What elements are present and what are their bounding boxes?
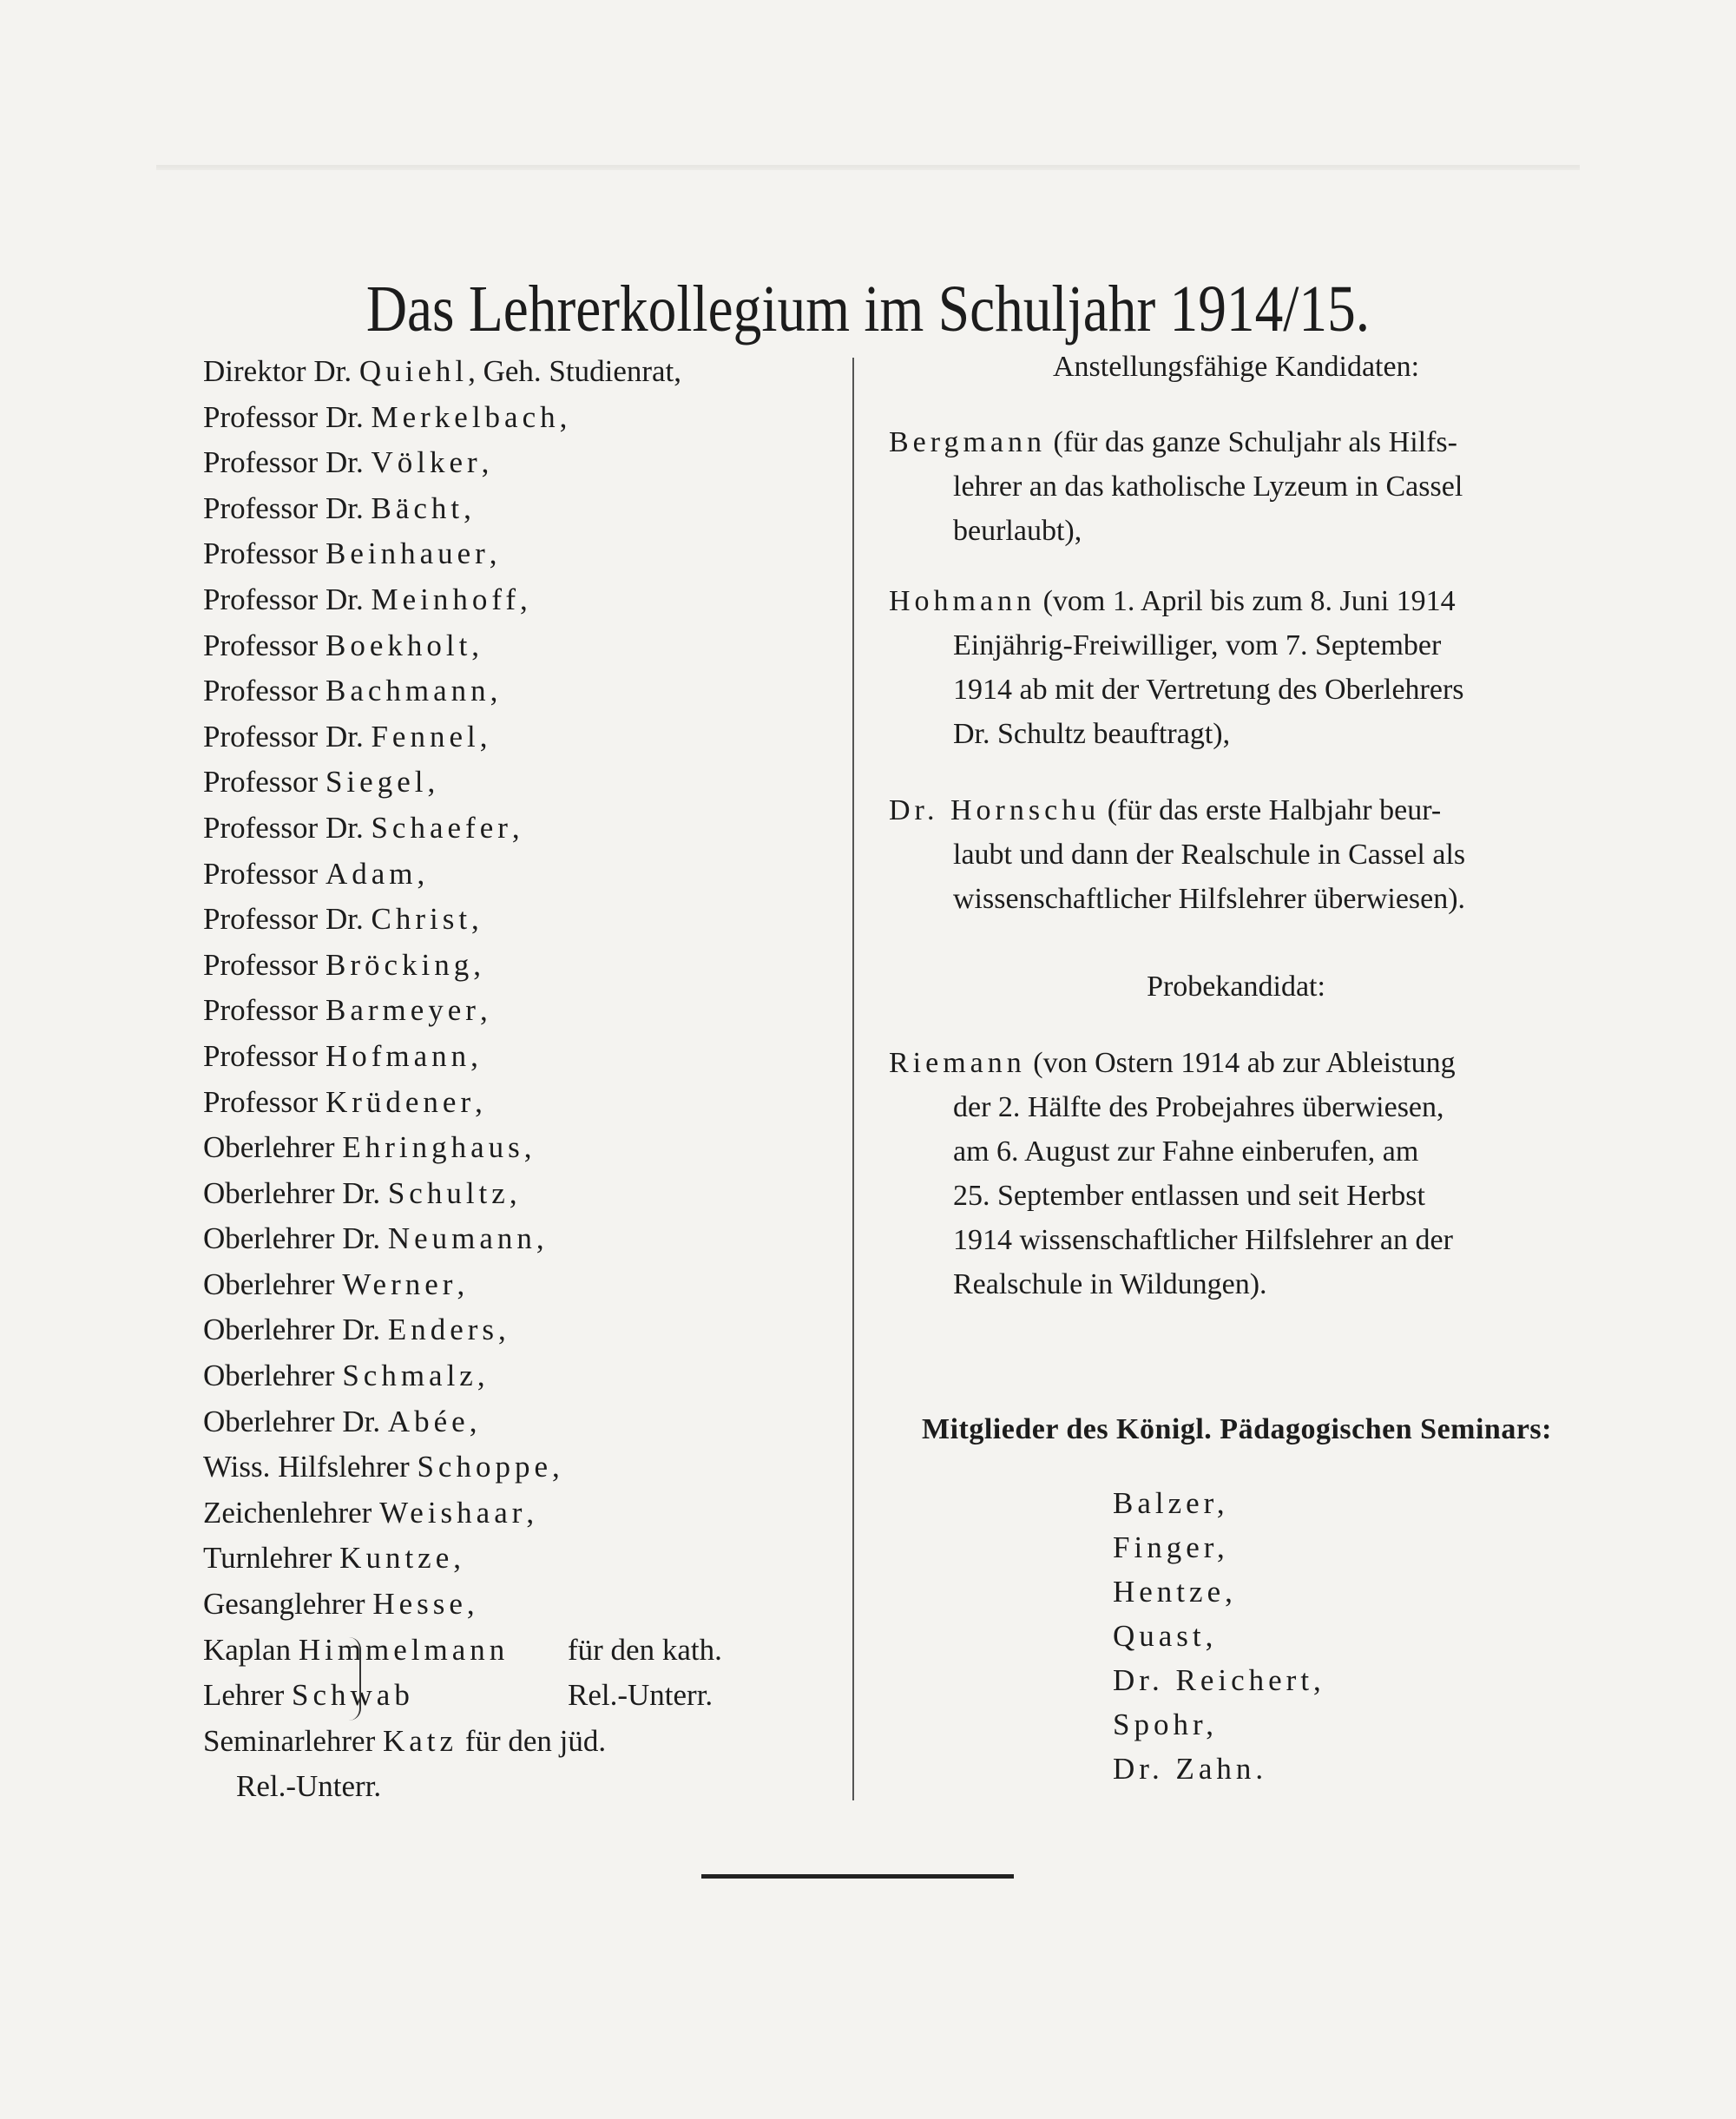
teacher-suffix: , [475,1084,483,1119]
teacher-rank: Professor [203,628,319,662]
teacher-name: Barmeyer [325,993,480,1028]
teacher-list-item [203,1444,828,1491]
teacher-suffix: , [511,810,520,845]
probe-text: 25. September entlassen und seit Herbst [953,1180,1425,1212]
teacher-name: Bächt [371,490,464,525]
teacher-list-item [203,1125,828,1171]
teacher-name: Merkelbach [371,399,560,434]
teacher-suffix: , [471,902,479,937]
teacher-suffix: , [471,628,480,662]
teacher-rank: Oberlehrer Dr. [203,1313,381,1347]
teacher-list-item [203,1582,828,1628]
teacher-list-item [203,1171,828,1217]
seminar-member: Quast, [1113,1619,1218,1653]
teacher-rank: Professor [203,674,319,708]
teacher-list-item [203,806,828,852]
probe-text: 1914 wissenschaftlicher Hilfslehrer an der [953,1224,1453,1256]
teacher-name: Schaefer [371,810,512,845]
teacher-rank: Wiss. Hilfslehrer [203,1450,410,1484]
teacher-rank: Professor Dr. [203,582,364,616]
teacher-name: Kuntze [339,1541,454,1576]
probe-text: (von Ostern 1914 ab zur Ableistung [1025,1047,1456,1079]
candidate-name: Bergmann [889,426,1047,458]
religion-row-himmelmann [203,1628,828,1673]
teacher-list-item [203,1536,828,1582]
teacher-list-item [203,668,828,714]
teacher-suffix: , [552,1450,560,1484]
page-title: Das Lehrerkollegium im Schuljahr 1914/15. [365,272,1371,345]
teacher-rank: Professor Dr. [203,810,364,845]
teacher-name: Werner [342,1267,457,1301]
teacher-suffix: , [473,947,481,982]
teacher-suffix: , [479,719,488,753]
teacher-name: Völker [371,445,482,480]
teacher-rank: Professor [203,993,319,1028]
candidate-text: Einjährig-Freiwilliger, vom 7. September [953,629,1442,661]
teacher-suffix: , [427,765,436,800]
teacher-suffix: , [477,1359,485,1393]
candidate-entry [889,788,1583,921]
teacher-list-item [203,395,828,441]
teacher-rank: Professor Dr. [203,399,364,434]
teacher-rank: Professor [203,1084,319,1119]
teacher-suffix: , [536,1221,544,1256]
teacher-name: Schmalz [342,1359,477,1393]
teacher-suffix: , [466,1587,475,1622]
seminar-member-list [1113,1481,1325,1791]
teacher-rank: Professor [203,947,319,982]
teacher-name: Enders [387,1313,499,1347]
teacher-name: Schoppe [417,1450,552,1484]
teacher-rank: Professor Dr. [203,490,364,525]
teacher-suffix: , [489,536,497,571]
seminar-member: Balzer, [1113,1486,1229,1520]
teacher-list [203,349,828,1628]
religion-note: für den kath. [568,1633,722,1667]
teacher-suffix: , [559,399,568,434]
seminar-member: Dr. Reichert, [1113,1663,1325,1697]
candidate-text: wissenschaftlicher Hilfslehrer überwiesen). [953,883,1466,915]
probe-heading: Probekandidat: [1147,971,1325,1003]
probe-text: am 6. August zur Fahne einberufen, am [953,1135,1419,1168]
teacher-list-item [203,1353,828,1399]
religion-name: Katz [383,1724,458,1758]
teacher-suffix: , [453,1541,461,1576]
teacher-name: Neumann [387,1221,536,1256]
teacher-name: Ehringhaus [342,1130,524,1165]
probe-text: der 2. Hälfte des Probejahres überwiesen, [953,1091,1444,1123]
teacher-list-item [203,623,828,669]
teacher-list-item [203,531,828,577]
teacher-list-item [203,760,828,806]
teacher-list-item [203,852,828,898]
seminar-member: Hentze, [1113,1575,1237,1609]
teacher-rank: Gesanglehrer [203,1587,365,1622]
teacher-list-item [203,1491,828,1537]
religion-rank: Lehrer [203,1678,285,1712]
teacher-name: Weishaar [379,1495,527,1530]
teacher-list-item [203,897,828,943]
teacher-list-item [203,1080,828,1126]
teacher-list-item [203,486,828,532]
teacher-name: Schultz [387,1175,510,1210]
seminar-member: Spohr, [1113,1708,1218,1741]
candidate-text: 1914 ab mit der Vertretung des Oberlehrers [953,674,1464,706]
teacher-name: Meinhoff [371,582,521,616]
teacher-name: Boekholt [325,628,472,662]
teacher-list-item [203,1034,828,1080]
teacher-list-item [203,1307,828,1353]
religion-rank: Seminarlehrer [203,1724,376,1758]
end-rule [701,1874,1014,1879]
teacher-list-item [203,1262,828,1308]
teacher-name: Abée [387,1404,470,1438]
religion-note: für den jüd. [464,1724,607,1758]
teacher-name: Adam [325,856,418,891]
candidate-entry [889,420,1583,553]
religion-row-katz [203,1719,606,1764]
teacher-rank: Oberlehrer [203,1130,335,1165]
candidates-heading: Anstellungsfähige Kandidaten: [1052,351,1420,383]
religion-row-schwab [203,1673,828,1718]
candidate-text: Dr. Schultz beauftragt), [953,718,1231,750]
teacher-list-item [203,943,828,989]
seminar-heading: Mitglieder des Königl. Pädagogischen Seminars: [922,1413,1552,1445]
religion-name: Schwab [292,1678,414,1712]
candidate-text: (für das ganze Schuljahr als Hilfs- [1046,426,1457,458]
religion-note-continued: Rel.-Unterr. [236,1769,382,1803]
teacher-suffix: , [417,856,425,891]
teacher-list-item [203,988,828,1034]
brace-bracket [347,1637,361,1721]
teacher-suffix: , [498,1313,506,1347]
teacher-rank: Professor Dr. [203,902,364,937]
scan-artifact-line [156,165,1580,170]
candidate-text: lehrer an das katholische Lyzeum in Cassel [953,471,1463,503]
teacher-suffix: , [526,1495,535,1530]
teacher-rank: Professor [203,765,319,800]
teacher-rank: Oberlehrer [203,1359,335,1393]
religion-teachers [203,1628,828,1718]
teacher-suffix: , [481,445,490,480]
teacher-name: Hofmann [325,1038,471,1073]
teacher-rank: Direktor Dr. [203,354,352,388]
candidate-entry [889,579,1583,756]
teacher-rank: Professor Dr. [203,445,364,480]
teacher-suffix: , [479,993,488,1028]
teacher-suffix: , Geh. Studienrat, [468,354,682,388]
candidate-text: laubt und dann der Realschule in Cassel als [953,839,1466,871]
teacher-name: Bachmann [325,674,490,708]
teacher-list-item [203,440,828,486]
teacher-suffix: , [469,1404,477,1438]
teacher-list-item [203,1216,828,1262]
teacher-list-item [203,349,828,395]
teacher-name: Quiehl [358,354,469,388]
probe-entry [889,1041,1583,1306]
seminar-member: Dr. Zahn. [1113,1752,1268,1786]
teacher-name: Bröcking [325,947,474,982]
teacher-list-item [203,577,828,623]
teacher-rank: Oberlehrer Dr. [203,1175,381,1210]
teacher-list-item [203,1399,828,1445]
teacher-name: Beinhauer [325,536,490,571]
teacher-list-item [203,714,828,760]
candidate-name: Dr. Hornschu [889,794,1101,826]
probe-text: Realschule in Wildungen). [953,1268,1267,1300]
teacher-suffix: , [509,1175,517,1210]
teacher-rank: Professor [203,536,319,571]
candidate-text: (für das erste Halbjahr beur- [1100,794,1442,826]
religion-rank: Kaplan [203,1633,292,1667]
teacher-suffix: , [523,1130,532,1165]
religion-note: Rel.-Unterr. [568,1678,713,1712]
teacher-name: Christ [371,902,472,937]
candidate-text: (vom 1. April bis zum 8. Juni 1914 [1036,585,1456,617]
teacher-suffix: , [490,674,498,708]
candidate-text: beurlaubt), [953,515,1082,547]
teacher-rank: Oberlehrer Dr. [203,1221,381,1256]
teacher-suffix: , [520,582,528,616]
teacher-rank: Professor Dr. [203,719,364,753]
column-divider [852,358,854,1800]
teacher-rank: Turnlehrer [203,1541,332,1576]
teacher-suffix: , [464,490,471,525]
teacher-rank: Oberlehrer [203,1267,335,1301]
seminar-member: Finger, [1113,1530,1229,1564]
teacher-rank: Professor [203,1038,319,1073]
teacher-name: Hesse [372,1587,467,1622]
teacher-suffix: , [457,1267,465,1301]
teacher-rank: Oberlehrer Dr. [203,1404,381,1438]
teacher-name: Siegel [325,765,428,800]
religion-name: Himmelmann [298,1633,510,1667]
teacher-name: Krüdener [325,1084,476,1119]
candidate-name: Hohmann [889,585,1036,617]
teacher-rank: Professor [203,856,319,891]
teacher-name: Fennel [371,719,480,753]
probe-name: Riemann [889,1047,1026,1079]
teacher-suffix: , [470,1038,478,1073]
teacher-rank: Zeichenlehrer [203,1495,372,1530]
